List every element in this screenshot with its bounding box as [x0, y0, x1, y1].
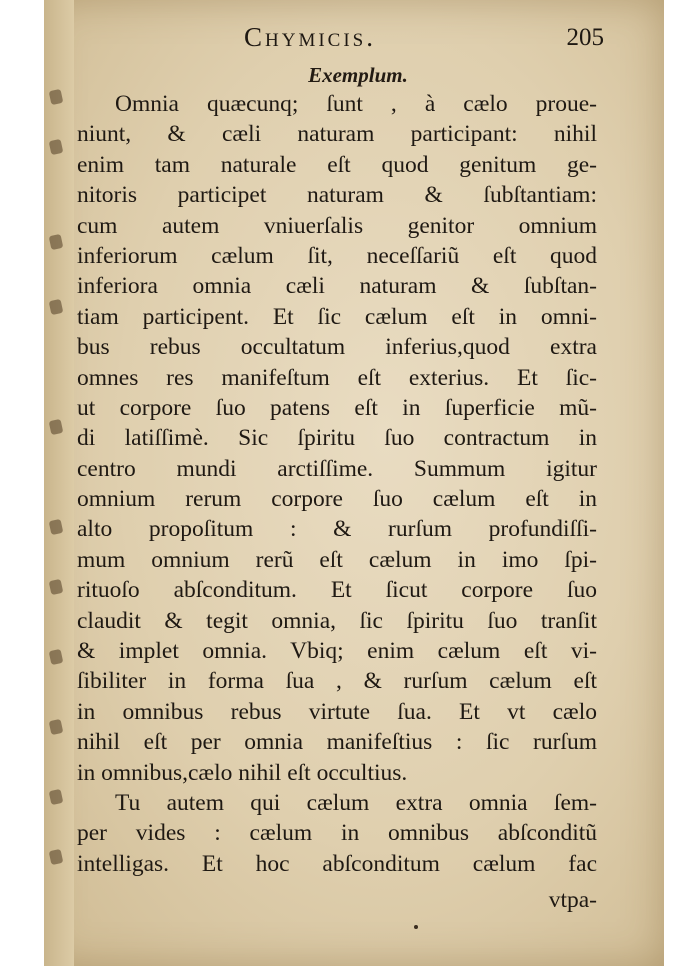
ink-bleed-mark [49, 234, 64, 250]
text-line: nitoris participet naturam & ſubſtantiam: [77, 182, 597, 209]
text-line: Omnia quæcunq; ſunt , à cælo proue- [115, 91, 597, 117]
text-line: di latiſſimè. Sic ſpiritu ſuo contractum in [77, 425, 597, 452]
running-head: Chymicis. [244, 22, 376, 52]
text-line: tiam participent. Et ſic cælum eſt in omni- [77, 303, 597, 330]
page-number: 205 [566, 24, 604, 51]
text-line: omnes res manifeſtum eſt exterius. Et ſic- [77, 364, 597, 391]
book-page [44, 0, 664, 966]
text-line: in omnibus,cælo nihil eſt occultius. [77, 759, 408, 786]
ink-bleed-mark [49, 789, 64, 805]
text-line: centro mundi arctiſſime. Summum igitur [77, 455, 597, 482]
printer-dot [414, 925, 418, 929]
page-header [194, 20, 614, 56]
text-line: enim tam naturale eſt quod genitum ge- [77, 151, 597, 178]
ink-bleed-mark [49, 89, 64, 105]
text-line: in omnibus rebus virtute ſua. Et vt cælo [77, 698, 597, 725]
text-line: inferiora omnia cæli naturam & ſubſtan- [77, 273, 597, 300]
text-line: alto propoſitum : & rurſum profundiſſi- [77, 516, 597, 543]
text-line: mum omnium rerũ eſt cælum in imo ſpi- [77, 546, 597, 573]
ink-bleed-mark [49, 649, 64, 665]
text-line: rituoſo abſconditum. Et ſicut corpore ſuo [77, 577, 597, 604]
ink-bleed-mark [49, 299, 64, 315]
text-line: nihil eſt per omnia manifeſtius : ſic rurſum [77, 729, 597, 756]
ink-bleed-mark [49, 849, 64, 865]
ink-bleed-mark [49, 579, 64, 595]
text-line: niunt, & cæli naturam participant: nihil [77, 121, 597, 148]
ink-bleed-mark [49, 419, 64, 435]
body-text [77, 89, 597, 879]
text-line: omnium rerum corpore ſuo cælum eſt in [77, 486, 597, 513]
text-line: & implet omnia. Vbiq; enim cælum eſt vi- [77, 638, 597, 665]
ink-bleed-mark [49, 139, 64, 155]
ink-bleed-mark [49, 719, 64, 735]
text-line: inferiorum cælum ſit, neceſſariũ eſt quod [77, 242, 597, 269]
section-title: Exemplum. [308, 63, 408, 87]
text-line: ſibiliter in forma ſua , & rurſum cælum eſt [77, 668, 597, 695]
text-line: intelligas. Et hoc abſconditum cælum fac [77, 850, 597, 877]
text-line: ut corpore ſuo patens eſt in ſuperficie mũ- [77, 394, 597, 421]
text-line: cum autem vniuerſalis genitor omnium [77, 212, 597, 239]
catchword: vtpa- [548, 887, 597, 913]
text-line: bus rebus occultatum inferius,quod extra [77, 334, 597, 361]
text-line: claudit & tegit omnia, ſic ſpiritu ſuo tranſit [77, 607, 597, 634]
text-line: Tu autem qui cælum extra omnia ſem- [115, 789, 597, 816]
text-line: per vides : cælum in omnibus abſconditũ [77, 820, 597, 847]
page-gutter [44, 0, 74, 966]
ink-bleed-mark [49, 519, 64, 535]
